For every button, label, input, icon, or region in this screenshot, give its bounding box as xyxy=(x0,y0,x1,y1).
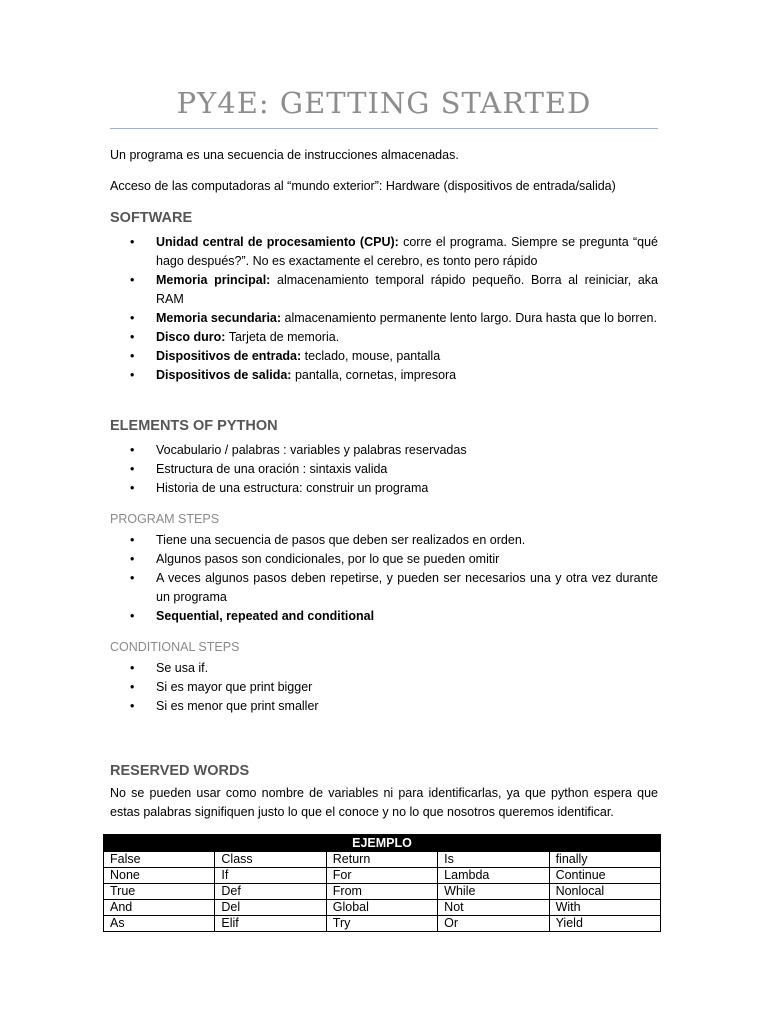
bullet-icon: • xyxy=(130,571,135,585)
table-cell: As xyxy=(104,916,215,932)
list-item xyxy=(110,659,658,678)
conditional-steps-list xyxy=(110,659,658,716)
table-row xyxy=(104,852,661,868)
item-term: Disco duro: xyxy=(156,330,226,344)
list-item xyxy=(110,309,658,328)
list-item xyxy=(110,550,658,569)
table-cell: None xyxy=(104,868,215,884)
bullet-icon: • xyxy=(130,443,135,457)
table-cell: Del xyxy=(215,900,326,916)
table-cell: With xyxy=(549,900,660,916)
item-text: Historia de una estructura: construir un programa xyxy=(156,481,429,495)
item-text: almacenamiento temporal rápido pequeño. Borra al reiniciar, aka RAM xyxy=(156,273,658,306)
table-cell: Continue xyxy=(549,868,660,884)
bullet-icon: • xyxy=(130,552,135,566)
table-cell: And xyxy=(104,900,215,916)
item-text: A veces algunos pasos deben repetirse, y pueden ser necesarios una y otra vez durante un programa xyxy=(156,571,658,604)
table-header: EJEMPLO xyxy=(104,835,661,852)
table-cell: Elif xyxy=(215,916,326,932)
item-term: Unidad central de procesamiento (CPU): xyxy=(156,235,399,249)
item-text: Estructura de una oración : sintaxis valida xyxy=(156,462,388,476)
bullet-icon: • xyxy=(130,235,135,249)
bullet-icon: • xyxy=(130,462,135,476)
bullet-icon: • xyxy=(130,273,135,287)
bullet-icon: • xyxy=(130,661,135,675)
reserved-words-description: No se pueden usar como nombre de variables ni para identificarlas, ya que python espera que estas palabras signifiquen justo lo que el conoce y no lo que nosotros queremos identificar. xyxy=(110,786,658,819)
software-heading: SOFTWARE xyxy=(110,210,193,226)
table-cell: Return xyxy=(326,852,437,868)
item-term: Memoria principal: xyxy=(156,273,271,287)
table-cell: Lambda xyxy=(438,868,549,884)
program-steps-list xyxy=(110,531,658,626)
list-item xyxy=(110,271,658,309)
intro-paragraph-2: Acceso de las computadoras al “mundo exterior”: Hardware (dispositivos de entrada/salida) xyxy=(110,179,616,193)
table-row xyxy=(104,916,661,932)
list-item xyxy=(110,233,658,271)
table-cell: False xyxy=(104,852,215,868)
intro-paragraph-1: Un programa es una secuencia de instrucciones almacenadas. xyxy=(110,148,459,162)
item-text: Si es mayor que print bigger xyxy=(156,680,313,694)
item-term: Memoria secundaria: xyxy=(156,311,282,325)
item-text: Algunos pasos son condicionales, por lo que se pueden omitir xyxy=(156,552,500,566)
table-cell: finally xyxy=(549,852,660,868)
table-row xyxy=(104,900,661,916)
table-cell: Is xyxy=(438,852,549,868)
list-item xyxy=(110,697,658,716)
bullet-icon: • xyxy=(130,330,135,344)
table-header-row xyxy=(104,835,661,852)
item-text: Vocabulario / palabras : variables y palabras reservadas xyxy=(156,443,467,457)
program-steps-heading: PROGRAM STEPS xyxy=(110,512,220,526)
elements-list xyxy=(110,441,658,498)
list-item xyxy=(110,569,658,607)
list-item xyxy=(110,479,658,498)
bullet-icon: • xyxy=(130,699,135,713)
item-text: almacenamiento permanente lento largo. Dura hasta que lo borren. xyxy=(281,311,657,325)
elements-heading: ELEMENTS OF PYTHON xyxy=(110,418,278,434)
bullet-icon: • xyxy=(130,349,135,363)
software-list xyxy=(110,233,658,385)
table-cell: Global xyxy=(326,900,437,916)
list-item xyxy=(110,531,658,550)
table-cell: For xyxy=(326,868,437,884)
title-underline xyxy=(110,128,658,129)
table-cell: Def xyxy=(215,884,326,900)
item-text: Se usa if. xyxy=(156,661,209,675)
list-item xyxy=(110,678,658,697)
item-term: Dispositivos de salida: xyxy=(156,368,292,382)
bullet-icon: • xyxy=(130,533,135,547)
item-text: Tiene una secuencia de pasos que deben ser realizados en orden. xyxy=(156,533,526,547)
item-text: Si es menor que print smaller xyxy=(156,699,319,713)
table-row xyxy=(104,868,661,884)
bullet-icon: • xyxy=(130,368,135,382)
item-text: corre el programa. Siempre se pregunta “qué hago después?”. No es exactamente el cerebro, es tonto pero rápido xyxy=(156,235,658,268)
bullet-icon: • xyxy=(130,680,135,694)
conditional-steps-heading: CONDITIONAL STEPS xyxy=(110,640,240,654)
list-item xyxy=(110,607,658,626)
bullet-icon: • xyxy=(130,311,135,325)
table-cell: True xyxy=(104,884,215,900)
bullet-icon: • xyxy=(130,481,135,495)
table-cell: Nonlocal xyxy=(549,884,660,900)
list-item xyxy=(110,366,658,385)
reserved-words-table xyxy=(103,834,661,932)
item-term: Dispositivos de entrada: xyxy=(156,349,302,363)
list-item xyxy=(110,460,658,479)
page-title: PY4E: GETTING STARTED xyxy=(176,86,592,120)
table-cell: Not xyxy=(438,900,549,916)
reserved-words-heading: RESERVED WORDS xyxy=(110,763,250,779)
bullet-icon: • xyxy=(130,609,135,623)
item-text: teclado, mouse, pantalla xyxy=(301,349,441,363)
item-text: pantalla, cornetas, impresora xyxy=(291,368,457,382)
table-cell: From xyxy=(326,884,437,900)
list-item xyxy=(110,328,658,347)
table-row xyxy=(104,884,661,900)
table-cell: Try xyxy=(326,916,437,932)
item-text: Tarjeta de memoria. xyxy=(225,330,340,344)
table-cell: Or xyxy=(438,916,549,932)
item-text: Sequential, repeated and conditional xyxy=(156,609,375,623)
table-cell: If xyxy=(215,868,326,884)
table-cell: Yield xyxy=(549,916,660,932)
table-cell: Class xyxy=(215,852,326,868)
list-item xyxy=(110,441,658,460)
table-cell: While xyxy=(438,884,549,900)
list-item xyxy=(110,347,658,366)
